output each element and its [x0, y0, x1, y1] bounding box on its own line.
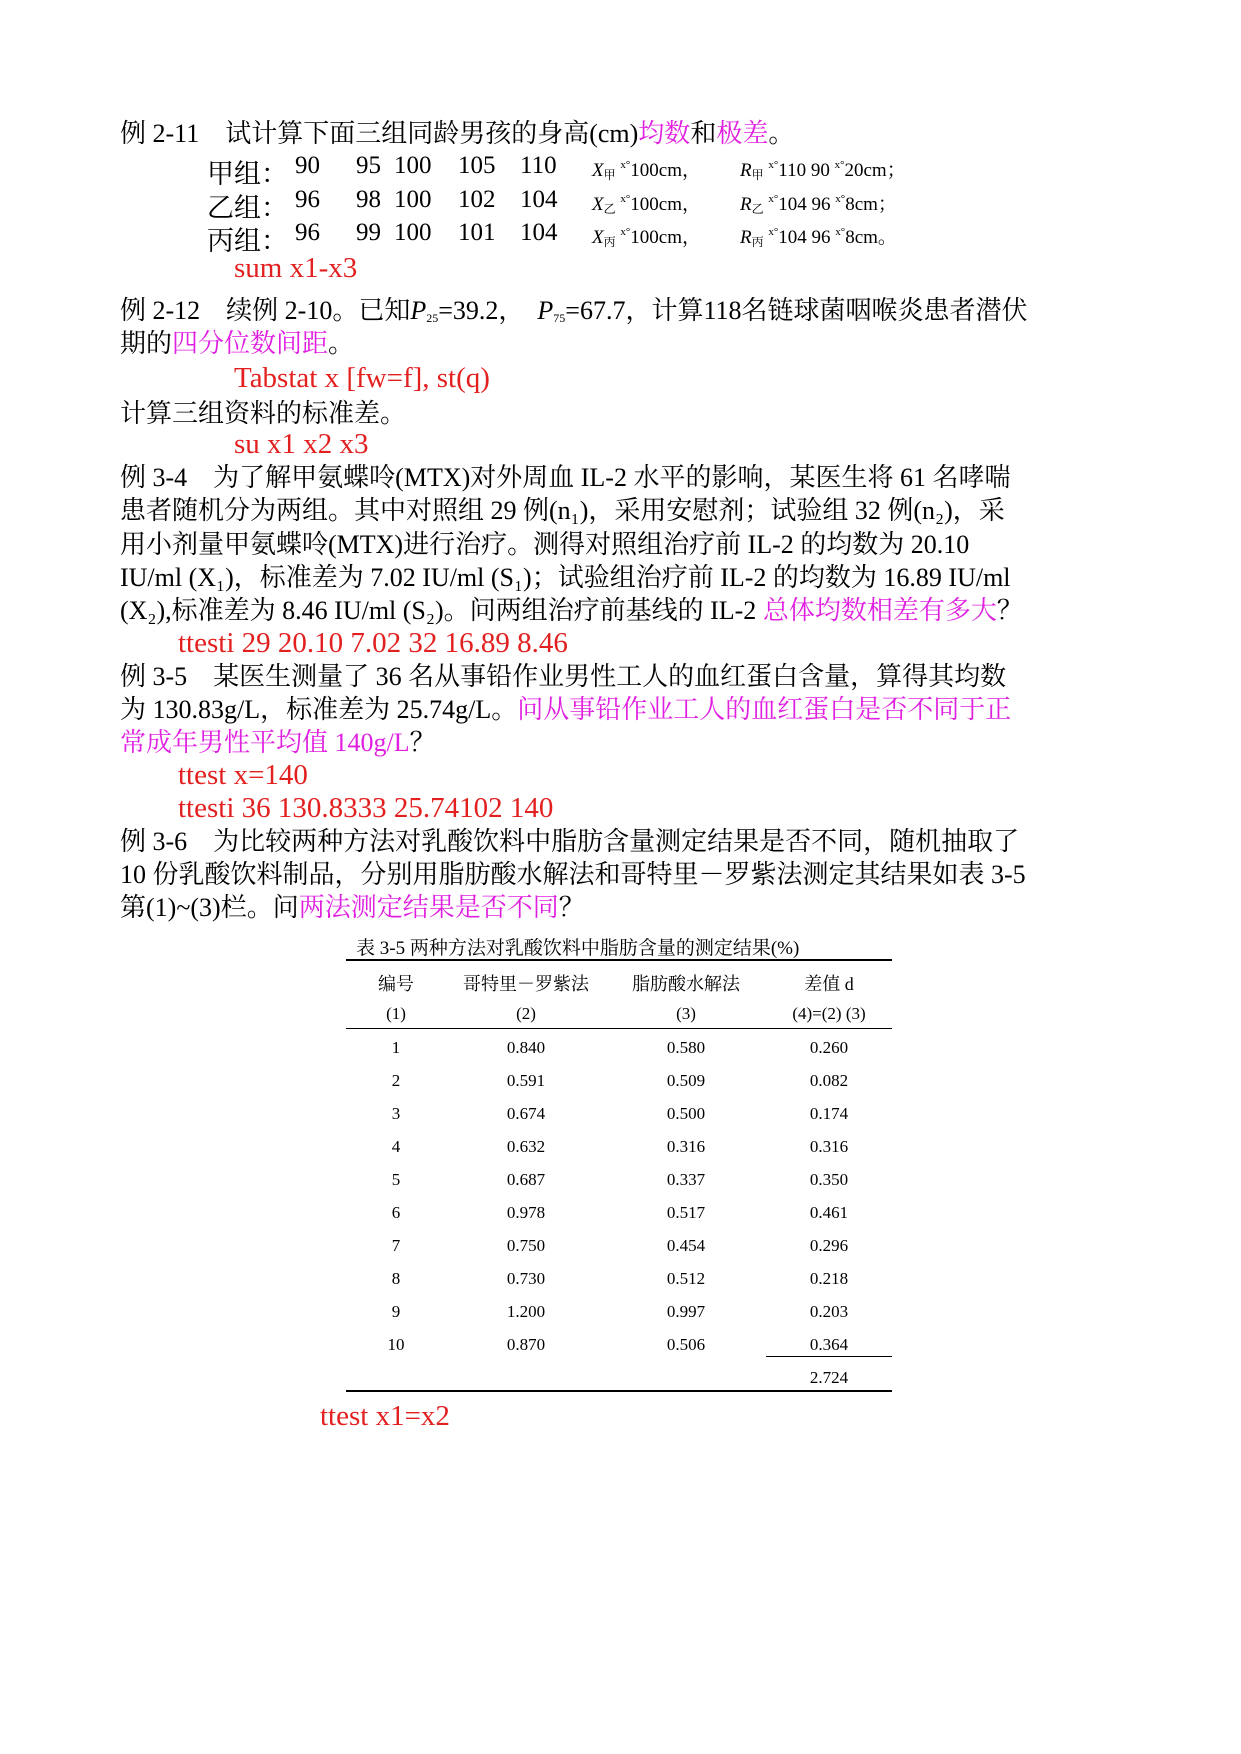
table-cell: 0.316 [809, 1137, 849, 1156]
highlight-iqr: 四分位数间距 [172, 329, 329, 358]
stata-command-ttesti: ttesti 29 20.10 7.02 32 16.89 8.46 [178, 627, 568, 659]
table-cell: 0.337 [666, 1170, 706, 1189]
ex2-12-line1: 例 2-12 续例 2-10。已知$P_{25}=39.2$， $P_{75}=67.7$，计算118名链球菌咽喉炎患者潜伏 [120, 296, 1028, 325]
table-cell: 0.750 [506, 1236, 546, 1255]
group-value: 96 [295, 186, 320, 213]
table-bottom-rule [346, 1390, 892, 1392]
stata-command-ttesti2: ttesti 36 130.8333 25.74102 140 [178, 792, 554, 824]
group-name: 乙组： [207, 193, 288, 223]
table-cell: 0.260 [809, 1038, 849, 1057]
ex3-4-line4: IU/ml (X₁)，标准差为 7.02 IU/ml (S₁)；试验组治疗前 IL-2 的均数为 16.89 IU/ml [120, 563, 1011, 592]
group-row-yi [207, 186, 947, 223]
table-cell: 0.632 [506, 1137, 546, 1156]
ex3-4-line2: 患者随机分为两组。其中对照组 29 例(n₁)，采用安慰剂；试验组 32 例(n₂)，采 [120, 496, 1005, 525]
table-cell: 7 [391, 1236, 401, 1255]
ex3-6-line2: 10 份乳酸饮料制品，分别用脂肪酸水解法和哥特里－罗紫法测定其结果如表 3-5 [120, 860, 1026, 889]
ex3-4-line3: 用小剂量甲氨蝶呤(MTX)进行治疗。测得对照组治疗前 IL-2 的均数为 20.10 [120, 530, 970, 559]
group-value: 104 [520, 186, 558, 213]
ex3-5-label: 例 3-5 [120, 662, 188, 691]
table-cell: 0.580 [666, 1038, 706, 1057]
diff-total: 2.724 [809, 1368, 849, 1387]
table-cell: 10 [387, 1335, 405, 1354]
highlight-question: 问从事铅作业工人的血红蛋白是否不同于正 [517, 695, 1012, 724]
ex3-4-label: 例 3-4 [120, 463, 188, 492]
stata-command-ttest: ttest x=140 [178, 759, 308, 791]
table-cell: 9 [391, 1302, 401, 1321]
ex3-6-line3: 第(1)~(3)栏。问两法测定结果是否不同？ [120, 893, 585, 922]
table-top-rule [346, 959, 892, 961]
table-cell: 0.591 [506, 1071, 546, 1090]
ex2-12-label: 例 2-12 [120, 296, 201, 325]
table-cell: 0.218 [809, 1269, 849, 1288]
group-name: 甲组： [207, 159, 288, 189]
ex2-11-and: 和 [690, 119, 717, 148]
table-cell: 0.454 [666, 1236, 706, 1255]
table-cell: 0.082 [809, 1071, 849, 1090]
group-value: 95 [356, 152, 381, 179]
col-header-id: 编号 [378, 974, 414, 994]
col-sub-4: (4)=(2) (3) [792, 1004, 866, 1023]
group-value: 101 [458, 219, 496, 246]
ex2-11-text: 试计算下面三组同龄男孩的身高(cm) [225, 119, 639, 148]
ex3-4-line1: 例 3-4 为了解甲氨蝶呤(MTX)对外周血 IL-2 水平的影响，某医生将 61 名哮喘 [120, 463, 1011, 492]
table-cell: 4 [391, 1137, 401, 1156]
group-value: 100 [394, 186, 432, 213]
table-cell: 0.512 [666, 1269, 706, 1288]
range-stat: $R_甲$ $^{x^\circ}$110 90 $^{x^\circ}$20cm； [740, 159, 906, 182]
highlight-compare: 两法测定结果是否不同 [298, 893, 559, 922]
table-cell: 0.687 [506, 1170, 546, 1189]
col-header-method2: 哥特里－罗紫法 [463, 974, 589, 994]
group-value: 96 [295, 219, 320, 246]
ex2-11-line [120, 117, 794, 151]
stata-command-sum: sum x1-x3 [234, 252, 358, 284]
table-cell: 3 [391, 1104, 401, 1123]
col-sub-1: (1) [386, 1004, 406, 1023]
table-cell: 0.509 [666, 1071, 706, 1090]
table-cell: 0.506 [666, 1335, 706, 1354]
col-header-diff: 差值 d [804, 974, 854, 994]
table-cell: 0.461 [809, 1203, 849, 1222]
table-cell: 0.296 [809, 1236, 849, 1255]
group-value: 98 [356, 186, 381, 213]
col-sub-3: (3) [676, 1004, 696, 1023]
mean-stat: $X_甲$ $^{x^\circ}$100cm， [592, 159, 701, 182]
table-cell: 0.174 [809, 1104, 849, 1123]
table-cell: 0.517 [666, 1203, 706, 1222]
range-stat: $R_丙$ $^{x^\circ}$104 96 $^{x^\circ}$8cm。 [740, 226, 897, 249]
ex3-6-label: 例 3-6 [120, 827, 188, 856]
table-caption: 表 3-5 两种方法对乳酸饮料中脂肪含量的测定结果(%) [356, 938, 800, 959]
stata-command-tabstat: Tabstat x [fw=f], st(q) [234, 362, 490, 394]
group-value: 100 [394, 219, 432, 246]
range-stat: $R_乙$ $^{x^\circ}$104 96 $^{x^\circ}$8cm； [740, 193, 897, 216]
highlight-range: 极差 [716, 119, 769, 148]
ex2-11-label: 例 2-11 [120, 119, 200, 148]
table-cell: 0.730 [506, 1269, 546, 1288]
group-value: 110 [520, 152, 557, 179]
group-value: 104 [520, 219, 558, 246]
data-table [346, 962, 892, 1402]
ex3-5-line2: 为 130.83g/L，标准差为 25.74g/L。问从事铅作业工人的血红蛋白是否不同于正 [120, 695, 1012, 724]
ex3-6-line1: 例 3-6 为比较两种方法对乳酸饮料中脂肪含量测定结果是否不同，随机抽取了 [120, 827, 1020, 856]
group-row-jia [207, 152, 947, 189]
table-cell: 5 [391, 1170, 401, 1189]
table-cell: 0.500 [666, 1104, 706, 1123]
group-name: 丙组： [207, 226, 288, 256]
ex2-12-line2: 期的四分位数间距。 [120, 329, 355, 358]
table-cell: 0.870 [506, 1335, 546, 1354]
col-header-method3: 脂肪酸水解法 [632, 974, 740, 994]
col-sub-2: (2) [516, 1004, 536, 1023]
table-header-rule [346, 1028, 892, 1029]
mean-stat: $X_丙$ $^{x^\circ}$100cm， [592, 226, 701, 249]
group-value: 100 [394, 152, 432, 179]
ex2-11-period: 。 [768, 119, 795, 148]
table-cell: 2 [391, 1071, 401, 1090]
mean-stat: $X_乙$ $^{x^\circ}$100cm， [592, 193, 701, 216]
group-value: 105 [458, 152, 496, 179]
table-cell: 1 [391, 1038, 401, 1057]
group-value: 102 [458, 186, 496, 213]
ex3-5-line3: 常成年男性平均值 140g/L？ [120, 728, 436, 757]
table-cell: 0.350 [809, 1170, 849, 1189]
table-cell: 0.840 [506, 1038, 546, 1057]
stata-command-paired-ttest: ttest x1=x2 [320, 1400, 450, 1432]
table-cell: 0.203 [809, 1302, 849, 1321]
group-value: 99 [356, 219, 381, 246]
ex3-4-line5: (X₂),标准差为 8.46 IU/ml (S₂)。问两组治疗前基线的 IL-2 总体均数相差有多大？ [120, 596, 1023, 625]
table-cell: 0.674 [506, 1104, 546, 1123]
table-cell: 0.316 [666, 1137, 706, 1156]
group-row-bing [207, 219, 947, 256]
ex3-5-line1: 例 3-5 某医生测量了 36 名从事铅作业男性工人的血红蛋白含量，算得其均数 [120, 662, 1007, 691]
table-cell: 0.364 [809, 1335, 849, 1354]
table-cell: 6 [391, 1203, 401, 1222]
table-cell: 0.997 [666, 1302, 706, 1321]
table-cell: 8 [391, 1269, 401, 1288]
stata-command-su: su x1 x2 x3 [234, 428, 369, 460]
group-value: 90 [295, 152, 320, 179]
table-cell: 0.978 [506, 1203, 546, 1222]
sd-question: 计算三组资料的标准差。 [120, 399, 407, 428]
highlight-mean: 均数 [638, 119, 691, 148]
sum-rule [766, 1356, 892, 1357]
highlight-mean-diff: 总体均数相差有多大 [762, 596, 997, 625]
table-cell: 1.200 [506, 1302, 546, 1321]
